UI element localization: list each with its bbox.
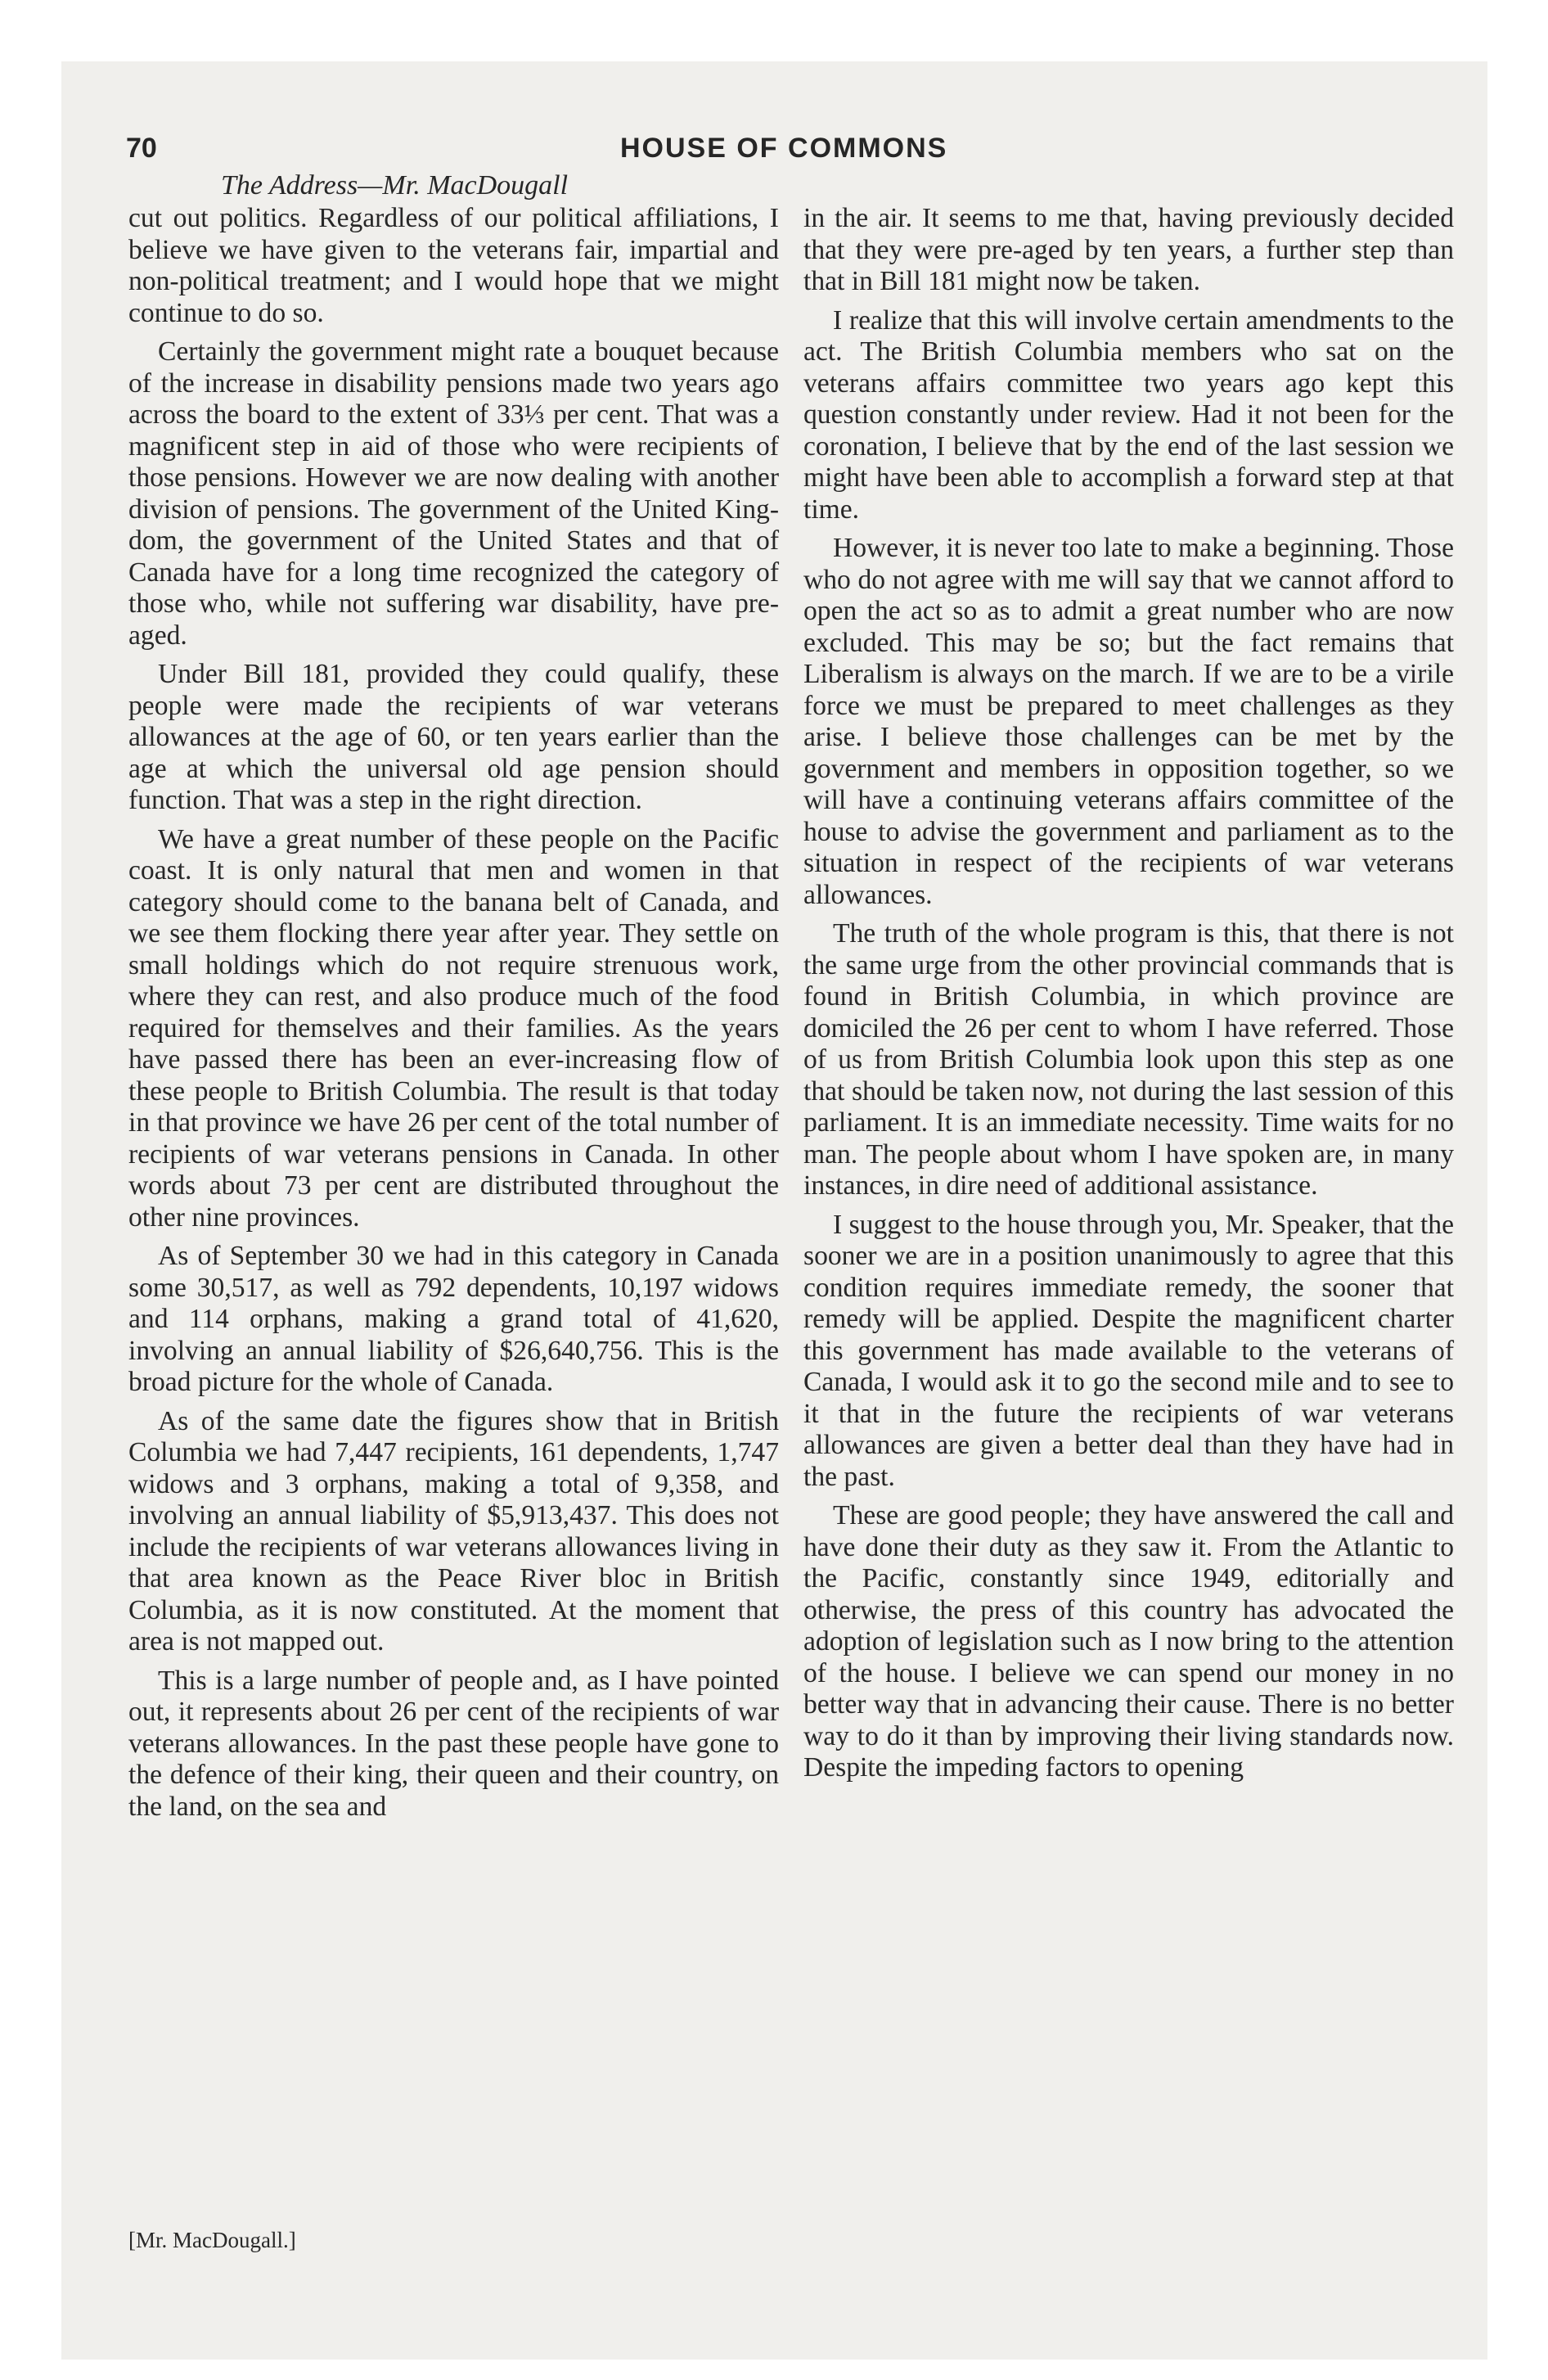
paragraph: The truth of the whole program is this, that there is not the same urge from the other provincial commands that is found in British Columbia, in which province are domiciled the 26 per cent to whom I have referred. Those of us from British Columbia look upon this step as one that should be taken now, not during the last session of this parliament. It is an immediate necessity. Time waits for no man. The people about whom I have spoken are, in many instances, in dire need of additional assistance. — [803, 918, 1454, 1201]
paragraph: This is a large number of people and, as I have pointed out, it represents about 26 per cent of the recipients of war veterans allowances. In the past these people have gone to the defence of their king, their queen and their country, on the land, on the sea and — [128, 1665, 779, 1822]
page-number: 70 — [126, 133, 157, 164]
paragraph: Certainly the government might rate a bouquet because of the increase in disability pensions made two years ago across the board to the extent of 33⅓ per cent. That was a magnificent step in aid of those who were recipients of those pensions. However we are now dealing with another division of pensions. The government of the United Kingdom, the government of the United States and that of Canada have for a long time recognized the category of those who, while not suffering war disability, have pre-aged. — [128, 336, 779, 651]
paragraph: in the air. It seems to me that, having previously decided that they were pre-aged by ten years, a further step than that in Bill 181 might now be taken. — [803, 203, 1454, 296]
debate-subhead: The Address—Mr. MacDougall — [221, 170, 569, 201]
paragraph: We have a great number of these people on the Pacific coast. It is only natural that men and women in that category should come to the banana belt of Canada, and we see them flocking there year after year. They settle on small holdings which do not require strenuous work, where they can rest, and also produce much of the food required for themselves and their families. As the years have passed there has been an ever-increasing flow of these people to British Columbia. The result is that today in that province we have 26 per cent of the total number of recipients of war veterans pensions in Canada. In other words about 73 per cent are distributed throughout the other nine provinces. — [128, 823, 779, 1233]
running-head: HOUSE OF COMMONS — [620, 133, 948, 164]
left-column — [128, 203, 779, 1830]
right-column — [803, 203, 1454, 1792]
paragraph: As of September 30 we had in this category in Canada some 30,517, as well as 792 dependents, 10,197 widows and 114 orphans, making a grand total of 41,620, involving an annual liability of $26,640,756. This is the broad picture for the whole of Canada. — [128, 1241, 779, 1397]
paragraph: As of the same date the figures show that in British Columbia we had 7,447 recipients, 161 dependents, 1,747 widows and 3 orphans, making a total of 9,358, and involving an annual liability of $5,913,437. This does not include the recipients of war veterans allowances living in that area known as the Peace River bloc in British Columbia, as it is now constituted. At the moment that area is not mapped out. — [128, 1405, 779, 1657]
speaker-signature: [Mr. MacDougall.] — [128, 2228, 296, 2252]
paragraph: I suggest to the house through you, Mr. Speaker, that the sooner we are in a position unanimously to agree that this condition requires immediate remedy, the sooner that remedy will be applied. Despite the magnificent charter this government has made available to the veterans of Canada, I would ask it to go the second mile and to see to it that in the future the recipients of war veterans allowances are given a better deal than they have had in the past. — [803, 1209, 1454, 1492]
paragraph: I realize that this will involve certain amendments to the act. The British Columbia members who sat on the veterans affairs committee two years ago kept this question constantly under review. Had it not been for the coronation, I believe that by the end of the last session we might have been able to accomplish a forward step at that time. — [803, 304, 1454, 525]
paragraph: These are good people; they have answered the call and have done their duty as they saw it. From the Atlantic to the Pacific, constantly since 1949, editorially and otherwise, the press of this country has advocated the adoption of legislation such as I now bring to the attention of the house. I believe we can spend our money in no better way that in advancing their cause. There is no better way to do it than by improving their living standards now. Despite the impeding factors to opening — [803, 1500, 1454, 1783]
paragraph: However, it is never too late to make a beginning. Those who do not agree with me will say that we cannot afford to open the act so as to admit a great number who are now excluded. This may be so; but the fact remains that Liberalism is always on the march. If we are to be a virile force we must be prepared to meet challenges as they arise. I believe those challenges can be met by the government and members in opposition together, so we will have a continuing veterans affairs committee of the house to advise the government and parliament as to the situation in respect of the recipients of war veterans allowances. — [803, 533, 1454, 910]
paragraph: Under Bill 181, provided they could qualify, these people were made the recipients of war veterans allowances at the age of 60, or ten years earlier than the age at which the universal old age pension should function. That was a step in the right direction. — [128, 659, 779, 815]
paragraph: cut out politics. Regardless of our political affiliations, I believe we have given to the veterans fair, impartial and non-political treatment; and I would hope that we might continue to do so. — [128, 203, 779, 328]
